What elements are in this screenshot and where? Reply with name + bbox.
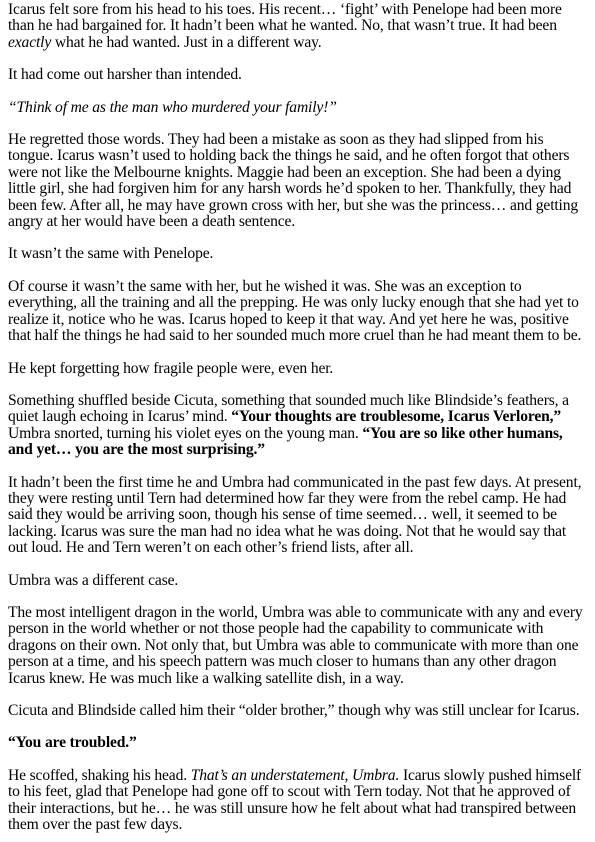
umbra-speech-3: “You are troubled.” [8,734,137,752]
paragraph-14 [8,768,585,834]
paragraph-2: It had come out harsher than intended. [8,66,242,84]
paragraph-11: The most intelligent dragon in the world, Umbra was able to communicate with any and every person in the world whether or not those people had the capability to communicate with dragons on their own. Not only that, but Umbra was able to communicate with more than one person at a time, and his speech pattern was much closer to humans than any other dragon Icarus knew. He was much like a walking satellite dish, in a way. [8,603,583,687]
paragraph-1 [8,2,585,51]
paragraph-8 [8,393,585,459]
paragraph-9: It hadn’t been the first time he and Umbra had communicated in the past few days. At present, they were resting until Tern had determined how far they were from the rebel camp. He had said they would be arriving soon, though his sense of time seemed… well, it seemed to be lacking. Icarus was sure the man had no idea what he was doing. Not that he would say that out loud. He and Tern weren’t on each other’s friend lists, after all. [8,473,582,557]
paragraph-6: Of course it wasn’t the same with her, but he wished it was. She was an exception to everything, all the training and all the prepping. He was only lucky enough that she had yet to realize it, notice who he was. Icarus hoped to keep it that way. And yet here he was, positive that half the things he had said to her sounded much more cruel than he had meant them to be. [8,277,582,345]
paragraph-4: He regretted those words. They had been a mistake as soon as they had slipped from his tongue. Icarus wasn’t used to holding back the things he said, and he often forgot that others were not like the Melbourne knights. Maggie had been an exception. She had been a dying little girl, she had forgiven him for any harsh words he’d spoken to her. Thankfully, they had been few. After all, he may have grown cross with her, but she was the princess… and getting angry at her would have been a death sentence. [8,131,579,231]
paragraph-1-text-end: what he had wanted. Just in a different way. [51,33,322,51]
paragraph-8-text: Something shuffled beside Cicuta, something that sounded much like Blindside’s feathers, a quiet laugh echoing in Icarus’ mind. [8,391,569,426]
paragraph-7: He kept forgetting how fragile people were, even her. [8,359,334,377]
paragraph-14-thought: That’s an understatement, Umbra. [190,766,400,784]
quote-italic: “Think of me as the man who murdered your family!” [8,98,337,116]
paragraph-12: Cicuta and Blindside called him their “older brother,” though why was still unclear for Icarus. [8,702,580,719]
paragraph-14-text: He scoffed, shaking his head. [8,766,191,784]
paragraph-10: Umbra was a different case. [8,571,179,589]
paragraph-5: It wasn’t the same with Penelope. [8,245,214,263]
paragraph-14-text-end: Icarus slowly pushed himself to his feet, glad that Penelope had gone off to scout with Tern today. Not that he approved of their interactions, but he… he was still unsure how he felt about what had transpired between them over the past few days. [8,766,582,834]
umbra-speech-1: “Your thoughts are troublesome, Icarus Verloren,” [231,408,562,426]
paragraph-1-emphasis: exactly [8,33,52,51]
paragraph-13 [8,735,585,751]
umbra-speech-2: “You are so like other humans, and yet… you are the most surprising.” [8,424,563,459]
paragraph-1-text: Icarus felt sore from his head to his toes. His recent… ‘fight’ with Penelope had been more than he had bargained for. It hadn’t been what he wanted. No, that wasn’t true. It had been [8,1,562,35]
paragraph-8-text-mid: Umbra snorted, turning his violet eyes on the young man. [8,424,363,442]
paragraph-3-quote [8,100,585,116]
